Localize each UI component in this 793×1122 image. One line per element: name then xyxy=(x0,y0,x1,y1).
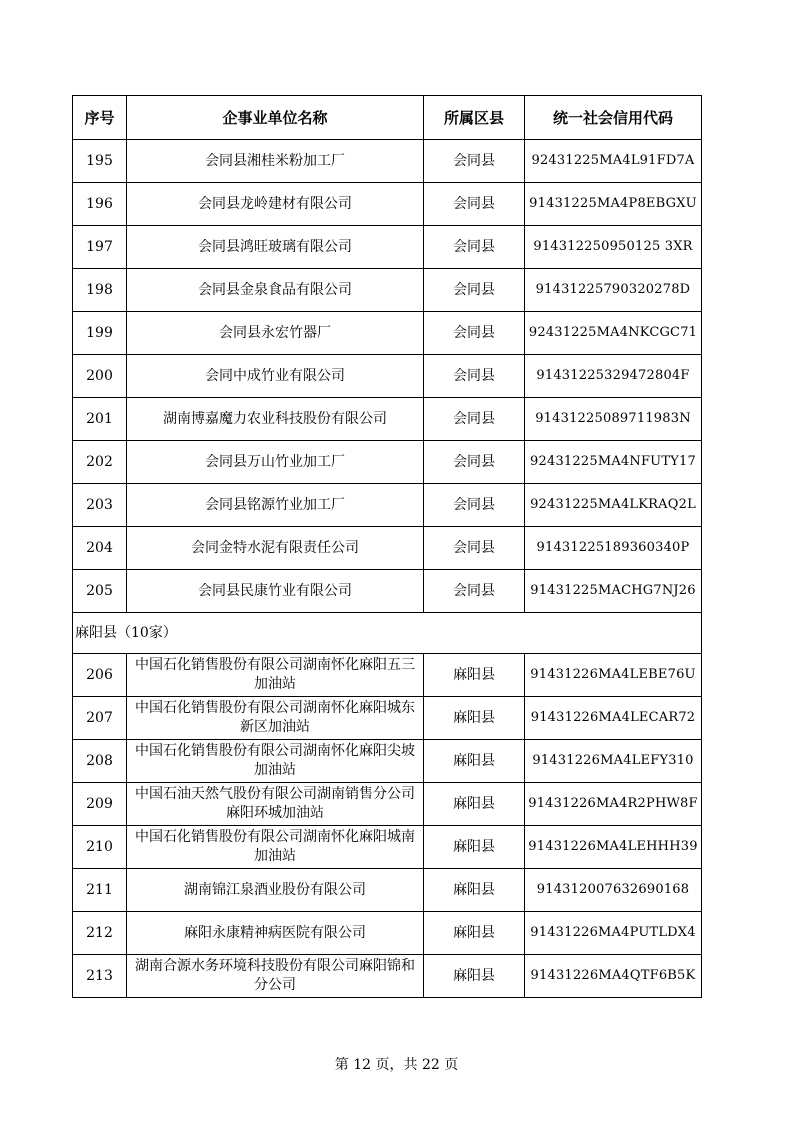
cell-name: 中国石化销售股份有限公司湖南怀化麻阳尖坡加油站 xyxy=(127,740,424,783)
table-row xyxy=(73,783,702,826)
cell-no: 202 xyxy=(73,441,127,484)
cell-name: 会同中成竹业有限公司 xyxy=(127,355,424,398)
cell-name: 中国石化销售股份有限公司湖南怀化麻阳城东新区加油站 xyxy=(127,697,424,740)
group-label: 麻阳县（10家） xyxy=(73,613,702,654)
cell-district: 麻阳县 xyxy=(424,783,525,826)
cell-no: 208 xyxy=(73,740,127,783)
cell-district: 会同县 xyxy=(424,226,525,269)
cell-name: 湖南合源水务环境科技股份有限公司麻阳锦和分公司 xyxy=(127,955,424,998)
header-code: 统一社会信用代码 xyxy=(525,96,702,140)
cell-code: 91431226MA4LEHHH39 xyxy=(525,826,702,869)
cell-name: 中国石化销售股份有限公司湖南怀化麻阳城南加油站 xyxy=(127,826,424,869)
table-row xyxy=(73,269,702,312)
table-body-huitong xyxy=(73,140,702,613)
cell-no: 205 xyxy=(73,570,127,613)
table-row xyxy=(73,955,702,998)
table-row xyxy=(73,484,702,527)
cell-no: 201 xyxy=(73,398,127,441)
table-row xyxy=(73,355,702,398)
cell-code: 91431226MA4QTF6B5K xyxy=(525,955,702,998)
cell-name: 会同县龙岭建材有限公司 xyxy=(127,183,424,226)
cell-no: 198 xyxy=(73,269,127,312)
cell-district: 会同县 xyxy=(424,527,525,570)
header-name: 企事业单位名称 xyxy=(127,96,424,140)
cell-district: 会同县 xyxy=(424,355,525,398)
header-no: 序号 xyxy=(73,96,127,140)
cell-code: 914312250950125 3XR xyxy=(525,226,702,269)
cell-name: 会同县民康竹业有限公司 xyxy=(127,570,424,613)
table-row xyxy=(73,740,702,783)
table-row xyxy=(73,697,702,740)
cell-code: 92431225MA4NKCGC71 xyxy=(525,312,702,355)
cell-name: 中国石化销售股份有限公司湖南怀化麻阳五三加油站 xyxy=(127,654,424,697)
cell-district: 麻阳县 xyxy=(424,697,525,740)
cell-name: 湖南锦江泉酒业股份有限公司 xyxy=(127,869,424,912)
cell-name: 会同县湘桂米粉加工厂 xyxy=(127,140,424,183)
cell-code: 91431226MA4LEFY310 xyxy=(525,740,702,783)
group-row xyxy=(73,613,702,654)
table-body-mayang xyxy=(73,654,702,998)
table-row xyxy=(73,140,702,183)
table-group-header xyxy=(73,613,702,654)
table-row xyxy=(73,226,702,269)
table-header-row xyxy=(73,96,702,140)
cell-name: 麻阳永康精神病医院有限公司 xyxy=(127,912,424,955)
cell-no: 199 xyxy=(73,312,127,355)
cell-district: 麻阳县 xyxy=(424,826,525,869)
cell-code: 91431225MA4P8EBGXU xyxy=(525,183,702,226)
cell-code: 91431226MA4R2PHW8F xyxy=(525,783,702,826)
cell-district: 麻阳县 xyxy=(424,740,525,783)
cell-no: 200 xyxy=(73,355,127,398)
cell-no: 211 xyxy=(73,869,127,912)
cell-code: 91431225189360340P xyxy=(525,527,702,570)
cell-no: 209 xyxy=(73,783,127,826)
cell-district: 会同县 xyxy=(424,441,525,484)
table-row xyxy=(73,398,702,441)
table-row xyxy=(73,869,702,912)
cell-district: 麻阳县 xyxy=(424,912,525,955)
cell-name: 会同金特水泥有限责任公司 xyxy=(127,527,424,570)
cell-no: 207 xyxy=(73,697,127,740)
cell-district: 麻阳县 xyxy=(424,869,525,912)
cell-district: 会同县 xyxy=(424,484,525,527)
cell-district: 会同县 xyxy=(424,570,525,613)
cell-no: 197 xyxy=(73,226,127,269)
cell-name: 会同县金泉食品有限公司 xyxy=(127,269,424,312)
enterprise-table xyxy=(72,95,702,998)
cell-code: 91431226MA4PUTLDX4 xyxy=(525,912,702,955)
cell-no: 195 xyxy=(73,140,127,183)
page-footer: 第 12 页，共 22 页 xyxy=(334,1057,459,1073)
cell-name: 湖南博嘉魔力农业科技股份有限公司 xyxy=(127,398,424,441)
cell-district: 会同县 xyxy=(424,312,525,355)
cell-name: 中国石油天然气股份有限公司湖南销售分公司麻阳环城加油站 xyxy=(127,783,424,826)
cell-code: 92431225MA4L91FD7A xyxy=(525,140,702,183)
cell-code: 92431225MA4LKRAQ2L xyxy=(525,484,702,527)
cell-district: 会同县 xyxy=(424,140,525,183)
cell-code: 91431225089711983N xyxy=(525,398,702,441)
cell-code: 91431226MA4LECAR72 xyxy=(525,697,702,740)
cell-name: 会同县鸿旺玻璃有限公司 xyxy=(127,226,424,269)
table-row xyxy=(73,183,702,226)
cell-no: 213 xyxy=(73,955,127,998)
cell-code: 91431225329472804F xyxy=(525,355,702,398)
cell-district: 会同县 xyxy=(424,269,525,312)
cell-name: 会同县万山竹业加工厂 xyxy=(127,441,424,484)
table-row xyxy=(73,826,702,869)
table-row xyxy=(73,912,702,955)
cell-code: 91431226MA4LEBE76U xyxy=(525,654,702,697)
cell-no: 212 xyxy=(73,912,127,955)
table-row xyxy=(73,527,702,570)
table-row xyxy=(73,570,702,613)
cell-name: 会同县永宏竹器厂 xyxy=(127,312,424,355)
cell-district: 麻阳县 xyxy=(424,654,525,697)
cell-name: 会同县铭源竹业加工厂 xyxy=(127,484,424,527)
cell-district: 麻阳县 xyxy=(424,955,525,998)
cell-district: 会同县 xyxy=(424,398,525,441)
cell-code: 91431225MACHG7NJ26 xyxy=(525,570,702,613)
table-row xyxy=(73,441,702,484)
table-row xyxy=(73,654,702,697)
cell-no: 210 xyxy=(73,826,127,869)
cell-no: 196 xyxy=(73,183,127,226)
table-row xyxy=(73,312,702,355)
cell-code: 914312007632690168 xyxy=(525,869,702,912)
cell-no: 206 xyxy=(73,654,127,697)
cell-no: 203 xyxy=(73,484,127,527)
cell-no: 204 xyxy=(73,527,127,570)
cell-district: 会同县 xyxy=(424,183,525,226)
cell-code: 91431225790320278D xyxy=(525,269,702,312)
cell-code: 92431225MA4NFUTY17 xyxy=(525,441,702,484)
header-district: 所属区县 xyxy=(424,96,525,140)
